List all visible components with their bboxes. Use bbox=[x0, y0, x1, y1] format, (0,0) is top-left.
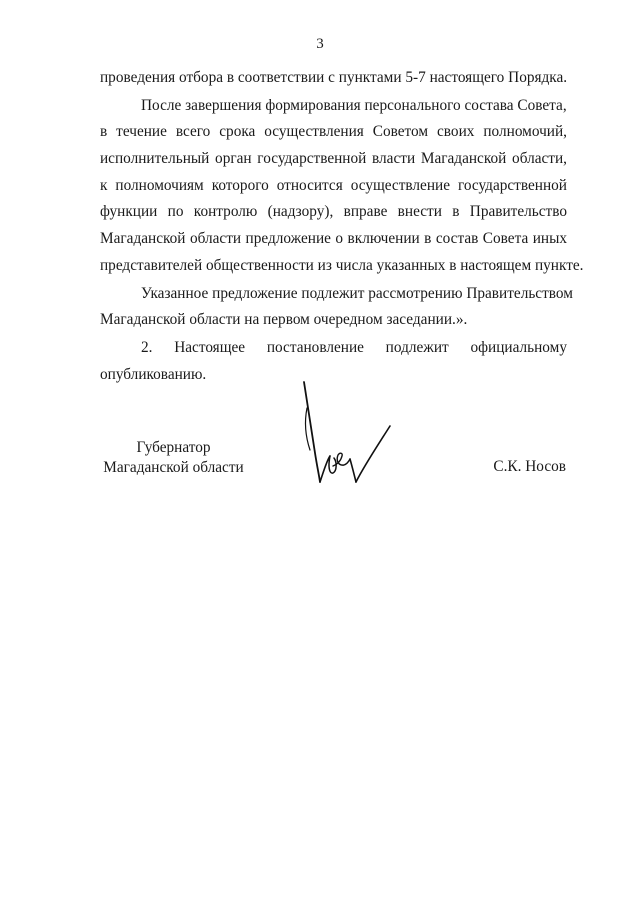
body-line: После завершения формирования персонального состава Совета, bbox=[141, 96, 567, 114]
body-line: к полномочиям которого относится осуществление государственной bbox=[100, 176, 567, 194]
handwritten-signature bbox=[300, 378, 400, 490]
page-number: 3 bbox=[316, 36, 324, 52]
body-line: опубликованию. bbox=[100, 365, 207, 383]
document-body bbox=[100, 65, 584, 388]
signer-name: С.К. Носов bbox=[493, 458, 566, 475]
body-line: в течение всего срока осуществления Советом своих полномочий, bbox=[100, 123, 567, 141]
body-line: функции по контролю (надзору), вправе внести в Правительство bbox=[100, 203, 567, 221]
signer-title-line: Магаданской области bbox=[103, 459, 244, 476]
signer-title bbox=[86, 438, 261, 478]
body-line: Указанное предложение подлежит рассмотрению Правительством bbox=[141, 284, 573, 302]
body-line: 2. Настоящее постановление подлежит официальному bbox=[141, 338, 567, 356]
body-line: представителей общественности из числа указанных в настоящем пункте. bbox=[100, 256, 584, 274]
body-line: Магаданской области на первом очередном заседании.». bbox=[100, 311, 468, 329]
signer-title-line: Губернатор bbox=[136, 439, 211, 456]
body-line: Магаданской области предложение о включении в состав Совета иных bbox=[100, 230, 567, 248]
body-line: проведения отбора в соответствии с пунктами 5-7 настоящего Порядка. bbox=[100, 69, 568, 86]
body-line: исполнительный орган государственной власти Магаданской области, bbox=[100, 150, 567, 168]
